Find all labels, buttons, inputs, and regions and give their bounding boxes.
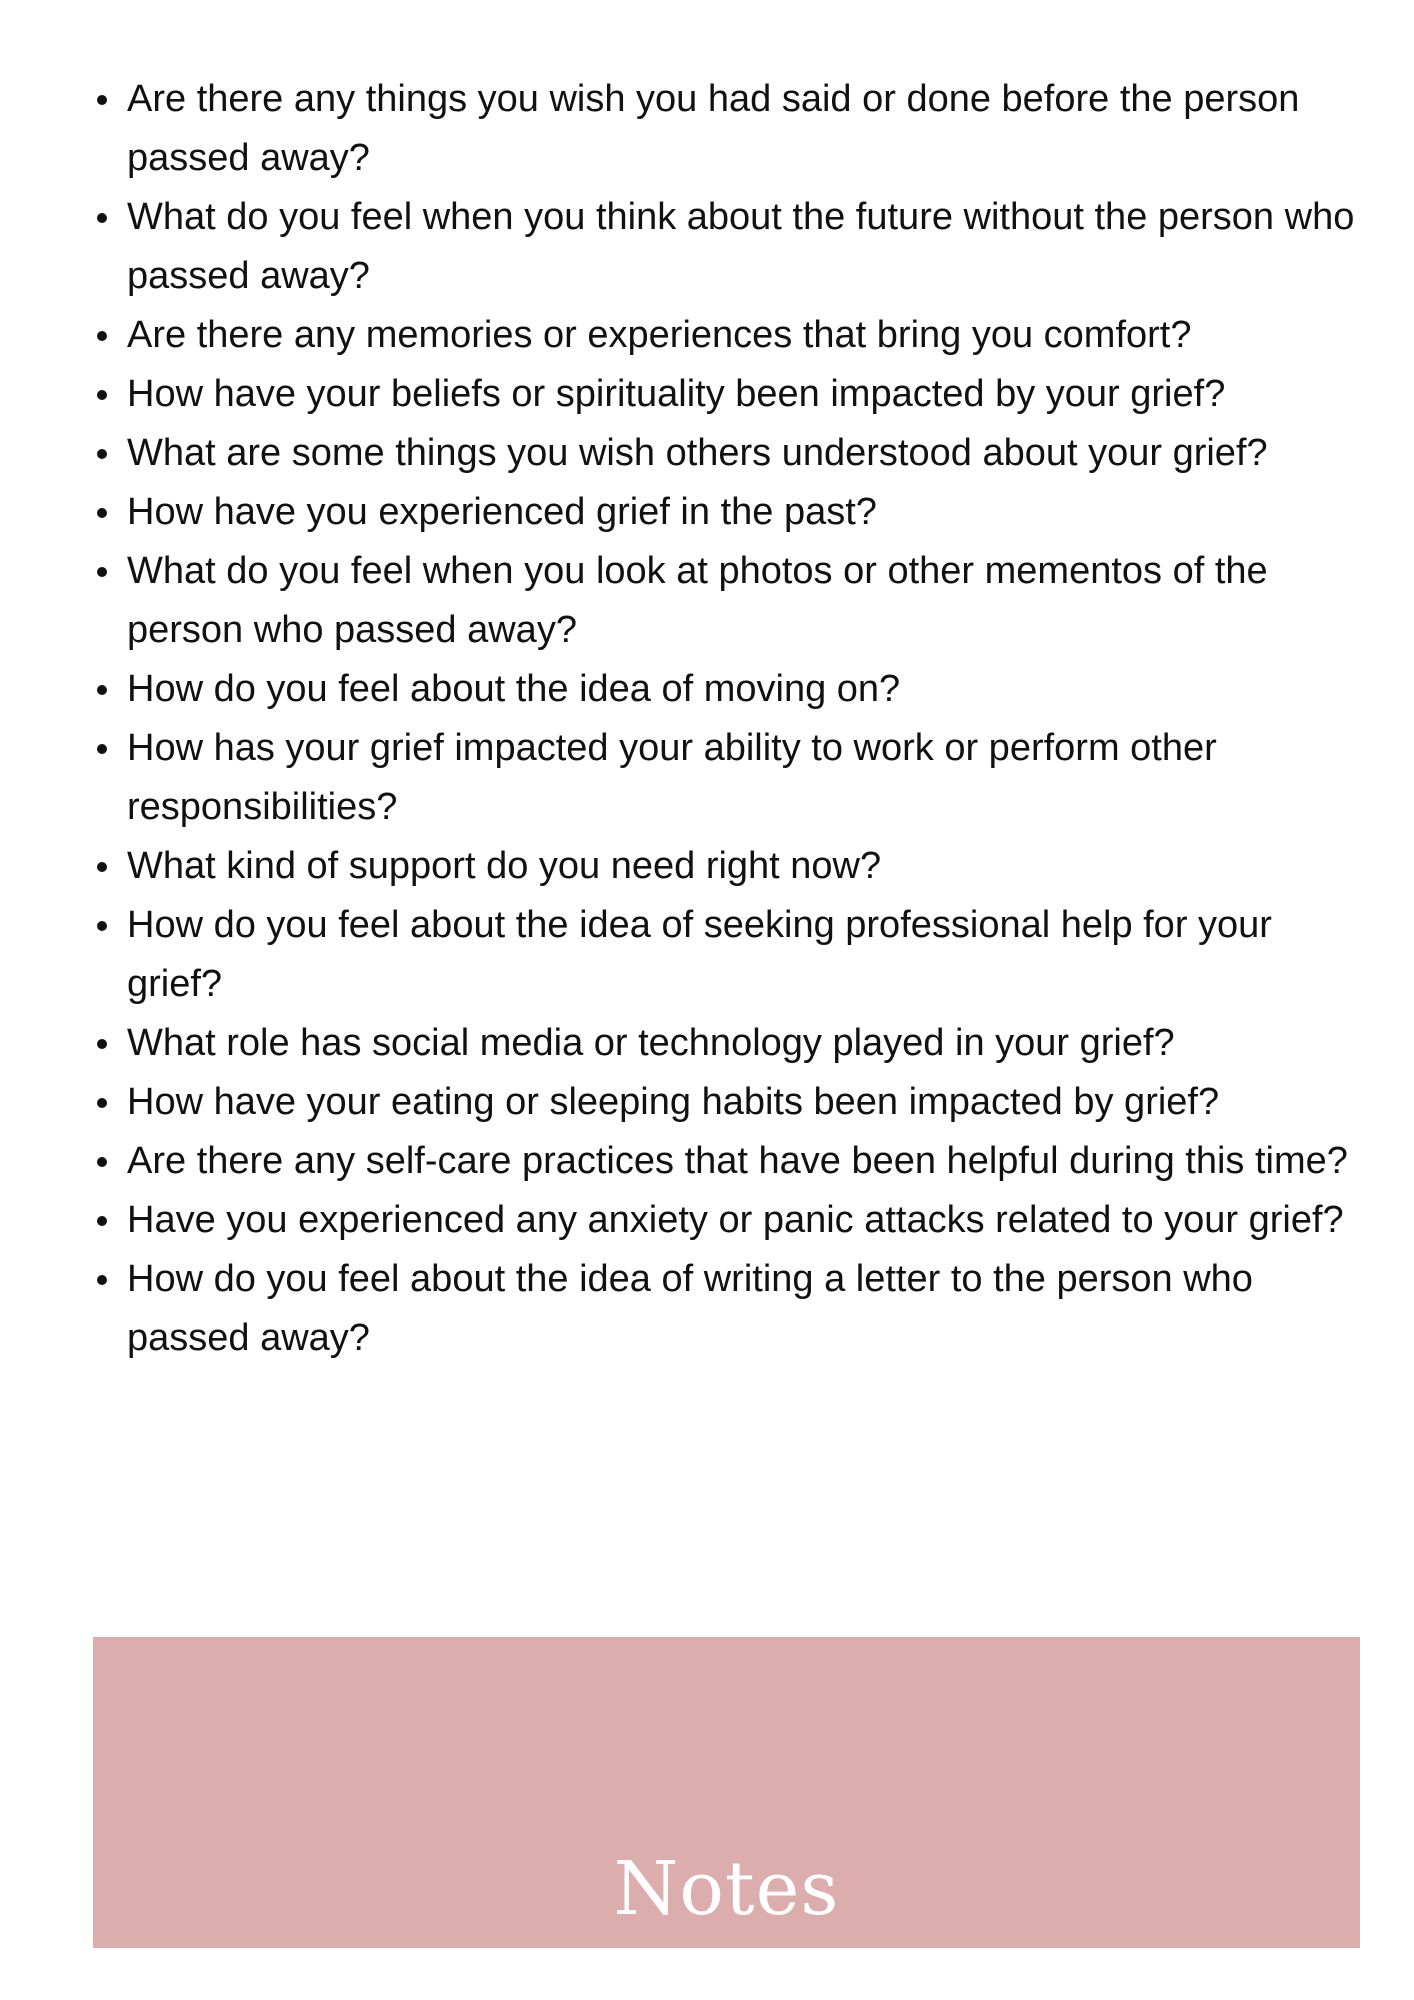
question-item: What do you feel when you look at photos or other mementos of the person who passed away?: [127, 542, 1357, 660]
question-item: How has your grief impacted your ability to work or perform other responsibilities?: [127, 719, 1357, 837]
question-item: How do you feel about the idea of moving on?: [127, 660, 1357, 719]
question-item: What are some things you wish others understood about your grief?: [127, 424, 1357, 483]
question-item: How have your eating or sleeping habits been impacted by grief?: [127, 1073, 1357, 1132]
question-item: How have your beliefs or spirituality been impacted by your grief?: [127, 365, 1357, 424]
question-item: What kind of support do you need right now?: [127, 837, 1357, 896]
question-item: Are there any things you wish you had said or done before the person passed away?: [127, 70, 1357, 188]
question-item: Are there any self-care practices that have been helpful during this time?: [127, 1132, 1357, 1191]
question-item: What do you feel when you think about the future without the person who passed away?: [127, 188, 1357, 306]
question-item: How do you feel about the idea of writing a letter to the person who passed away?: [127, 1250, 1357, 1368]
question-item: What role has social media or technology played in your grief?: [127, 1014, 1357, 1073]
question-item: Have you experienced any anxiety or panic attacks related to your grief?: [127, 1191, 1357, 1250]
question-list: [127, 70, 1357, 1368]
notes-panel: [93, 1637, 1360, 1948]
question-item: Are there any memories or experiences that bring you comfort?: [127, 306, 1357, 365]
question-item: How do you feel about the idea of seeking professional help for your grief?: [127, 896, 1357, 1014]
notes-title: Notes: [613, 1846, 840, 1932]
question-item: How have you experienced grief in the past?: [127, 483, 1357, 542]
